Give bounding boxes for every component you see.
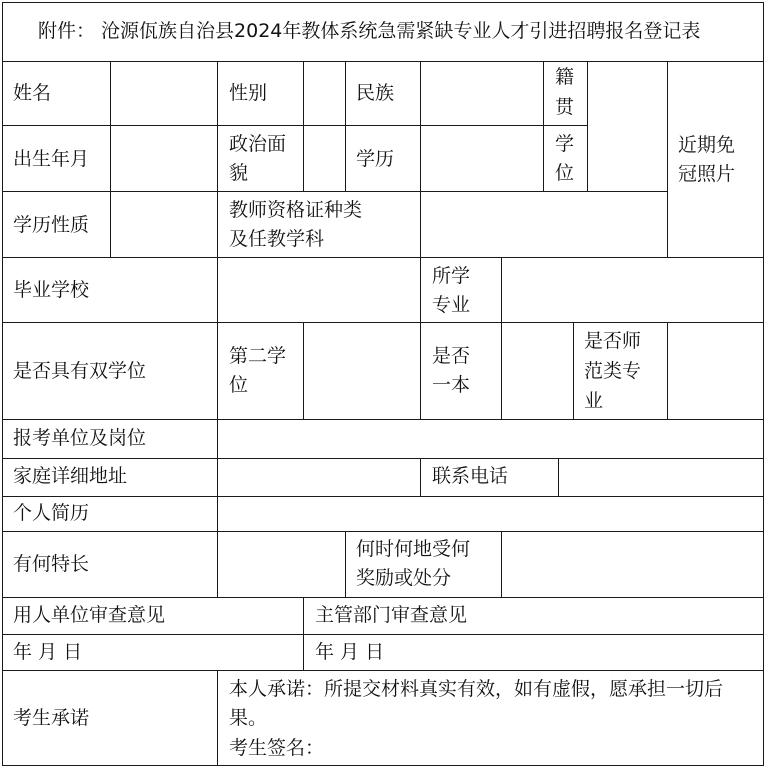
rule-col-345b: [345, 531, 346, 598]
rule-row2: [2, 191, 667, 192]
rule-row1: [2, 125, 587, 126]
label-gender: 性别: [229, 82, 268, 104]
label-employer-opinion: 用人单位审查意见: [13, 604, 166, 626]
rule-col-587: [587, 61, 588, 192]
signature-label: 考生签名：: [229, 737, 325, 759]
rule-col-303: [303, 61, 304, 192]
label-native-place-2: 贯: [555, 96, 575, 118]
label-normal-major-2: 范类专: [584, 360, 642, 382]
rule-col-667: [667, 61, 668, 258]
label-photo-1: 近期免: [678, 134, 736, 156]
rule-col-303c: [303, 597, 304, 671]
rule-col-667b: [667, 322, 668, 420]
rule-top: [2, 2, 764, 3]
rule-row4: [2, 322, 764, 323]
label-double-degree: 是否具有双学位: [13, 360, 147, 382]
rule-under-title: [2, 61, 764, 62]
label-education: 学历: [356, 148, 395, 170]
label-school: 毕业学校: [13, 279, 90, 301]
rule-left: [2, 2, 3, 766]
rule-col-501b: [501, 531, 502, 598]
label-normal-major-3: 业: [584, 390, 604, 412]
label-photo-2: 冠照片: [678, 163, 736, 185]
label-awards-1: 何时何地受何: [356, 538, 471, 560]
label-awards-2: 奖励或处分: [356, 567, 452, 589]
label-major-2: 专业: [432, 294, 471, 316]
rule-bottom: [2, 765, 764, 766]
date-right: 年 月 日: [315, 641, 385, 663]
rule-col-420b: [420, 257, 421, 420]
rule-row9: [2, 597, 764, 598]
label-phone: 联系电话: [432, 465, 509, 487]
rule-col-420: [420, 61, 421, 258]
label-political-2: 貌: [229, 162, 249, 184]
form-title: 附件： 沧源佤族自治县2024年教体系统急需紧缺专业人才引进招聘报名登记表: [38, 20, 701, 42]
pledge-line-1: 本人承诺：所提交材料真实有效，如有虚假，愿承担一切后: [229, 678, 724, 700]
label-birth: 出生年月: [13, 148, 90, 170]
label-second-degree-2: 位: [229, 374, 249, 396]
label-authority-opinion: 主管部门审查意见: [315, 604, 468, 626]
rule-row6: [2, 458, 764, 459]
rule-row11: [2, 670, 764, 671]
rule-row3: [2, 257, 764, 258]
rule-col-420c: [420, 458, 421, 497]
label-first-tier-2: 一本: [432, 374, 471, 396]
rule-row7: [2, 496, 764, 497]
label-edu-nature: 学历性质: [13, 214, 90, 236]
label-degree-2: 位: [555, 162, 575, 184]
rule-col-501: [501, 257, 502, 420]
rule-row5: [2, 419, 764, 420]
pledge-line-2: 果。: [229, 707, 268, 729]
rule-col-217: [217, 61, 218, 598]
date-left: 年 月 日: [13, 641, 83, 663]
label-major-1: 所学: [432, 265, 471, 287]
label-apply-unit: 报考单位及岗位: [13, 427, 147, 449]
rule-row10: [2, 634, 764, 635]
rule-col-110: [110, 61, 111, 258]
label-cert-1: 教师资格证种类: [229, 199, 363, 221]
rule-col-558: [558, 458, 559, 497]
label-normal-major-1: 是否师: [584, 330, 642, 352]
label-second-degree-1: 第二学: [229, 345, 287, 367]
rule-col-217b: [217, 670, 218, 766]
label-resume: 个人简历: [13, 502, 90, 524]
label-pledge: 考生承诺: [13, 707, 90, 729]
label-first-tier-1: 是否: [432, 345, 471, 367]
label-degree-1: 学: [555, 133, 575, 155]
label-native-place-1: 籍: [555, 66, 575, 88]
label-name: 姓名: [13, 82, 52, 104]
label-address: 家庭详细地址: [13, 465, 128, 487]
rule-right: [763, 2, 764, 766]
rule-col-573: [573, 322, 574, 420]
label-specialty: 有何特长: [13, 553, 90, 575]
label-cert-2: 及任教学科: [229, 228, 325, 250]
rule-row8: [2, 531, 764, 532]
label-political-1: 政治面: [229, 133, 287, 155]
rule-col-543: [543, 61, 544, 192]
rule-col-303b: [303, 322, 304, 420]
label-ethnicity: 民族: [356, 82, 395, 104]
rule-col-345: [345, 61, 346, 192]
